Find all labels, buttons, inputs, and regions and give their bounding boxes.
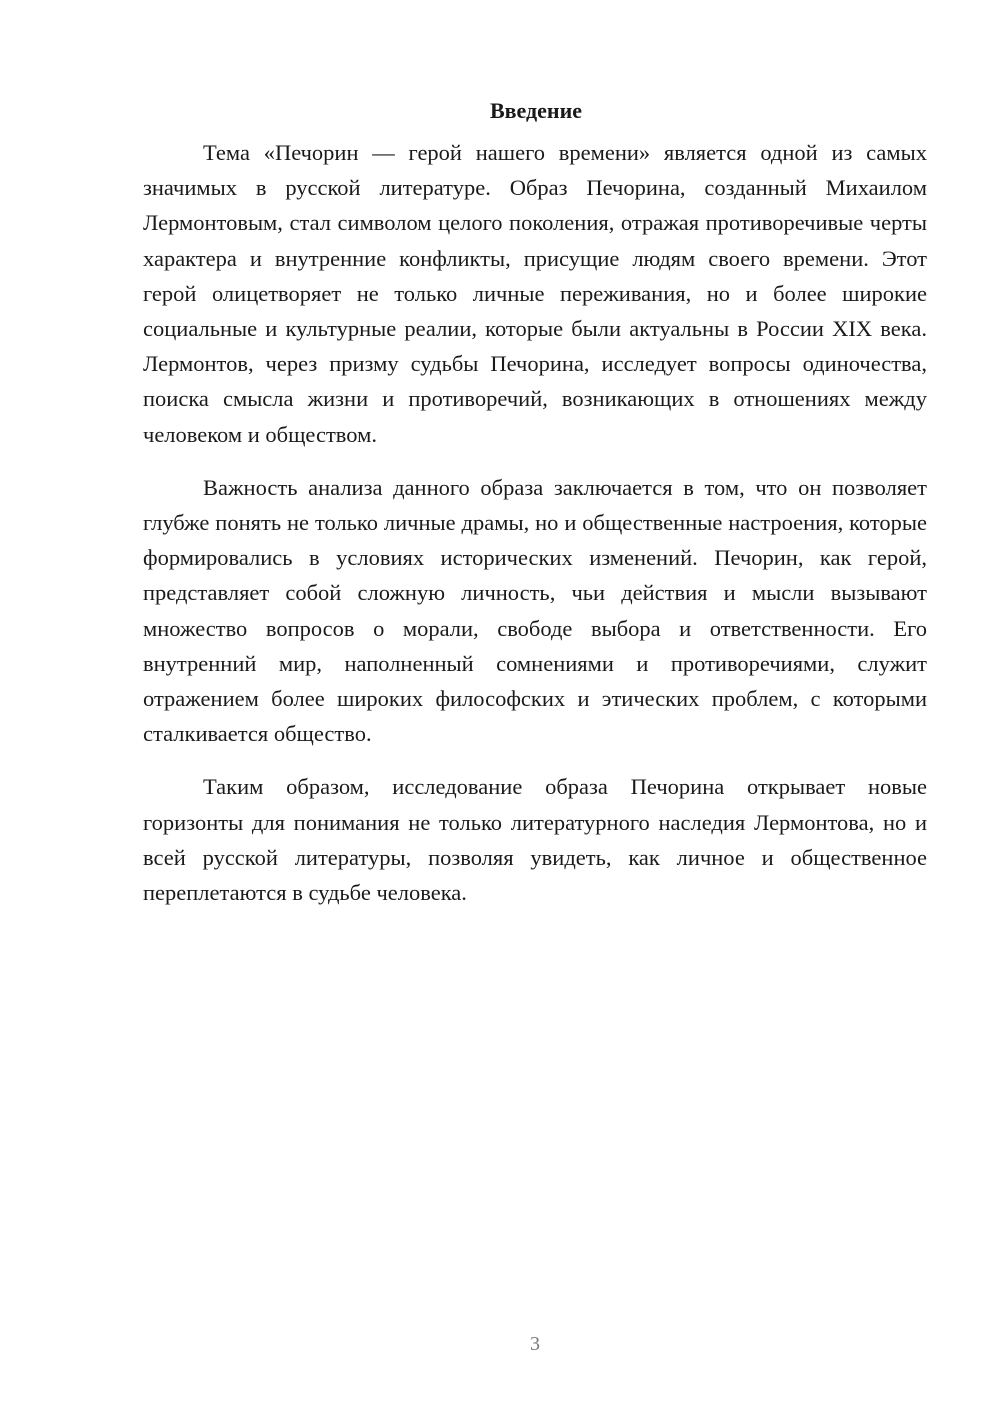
page-content [143, 93, 927, 910]
paragraph-2: Важность анализа данного образа заключается в том, что он позволяет глубже понять не только личные драмы, но и общественные настроения, которые формировались в условиях исторических изменений. Печорин, как герой, представляет собой сложную личность, чьи действия и мысли вызывают множество вопросов о морали, свободе выбора и ответственности. Его внутренний мир, наполненный сомнениями и противоречиями, служит отражением более широких философских и этических проблем, с которыми сталкивается общество. [143, 474, 927, 747]
section-heading: Введение [489, 98, 583, 123]
paragraph-1: Тема «Печорин — герой нашего времени» является одной из самых значимых в русской литературе. Образ Печорина, созданный Михаилом Лермонтовым, стал символом целого поколения, отражая противоречивые черты характера и внутренние конфликты, присущие людям своего времени. Этот герой олицетворяет не только личные переживания, но и более широкие социальные и культурные реалии, которые были актуальны в России XIX века. Лермонтов, через призму судьбы Печорина, исследует вопросы одиночества, поиска смысла жизни и противоречий, возникающих в отношениях между человеком и обществом. [143, 140, 927, 447]
page-number: 3 [530, 1333, 540, 1355]
paragraph-3: Таким образом, исследование образа Печорина открывает новые горизонты для понимания не только литературного наследия Лермонтова, но и всей русской литературы, позволяя увидеть, как личное и общественное переплетаются в судьбе человека. [143, 774, 927, 906]
